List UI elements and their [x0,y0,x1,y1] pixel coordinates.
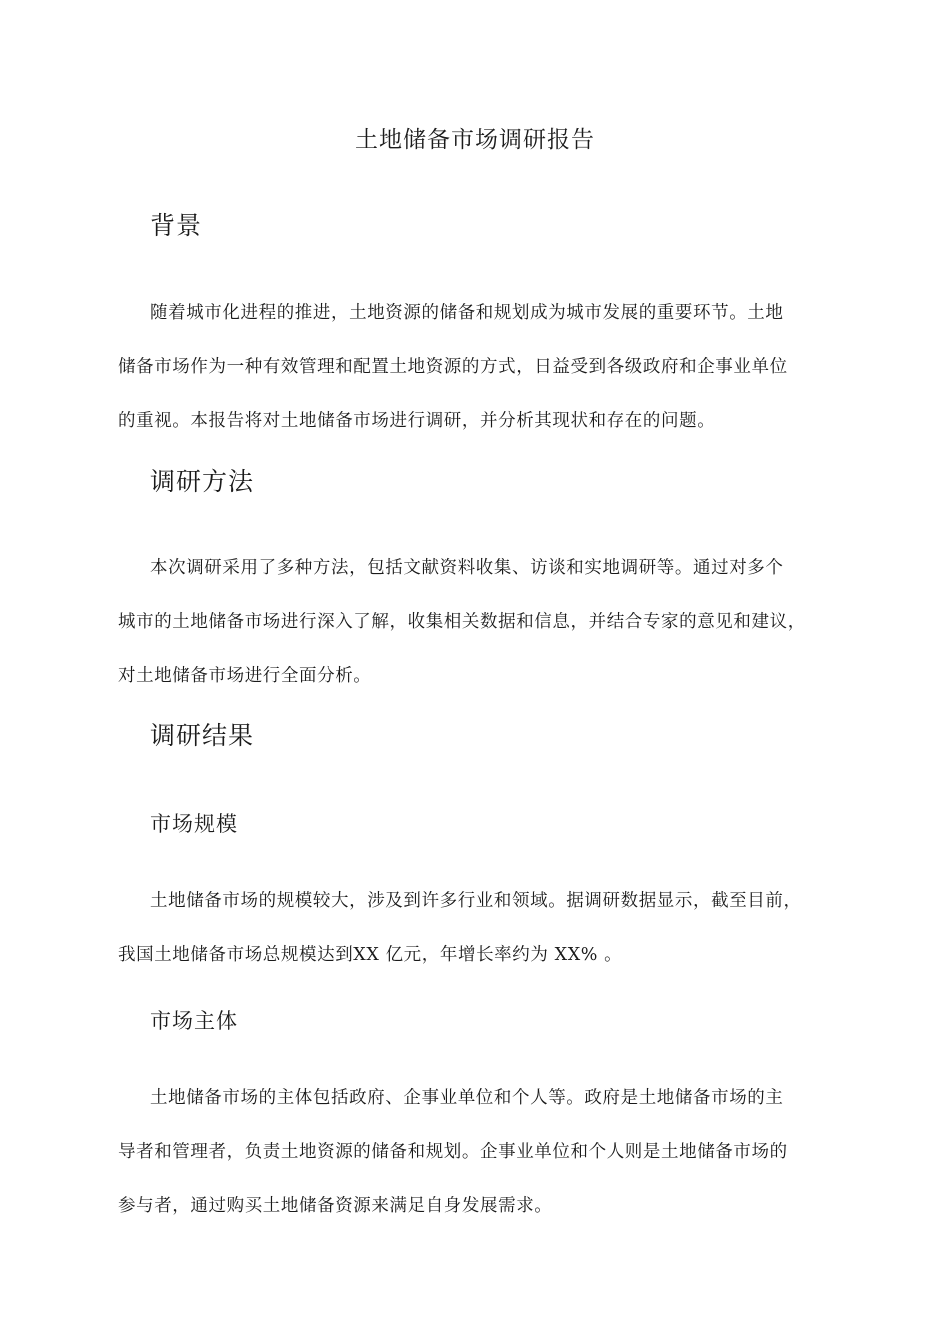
paragraph-line: 土地储备市场的规模较大，涉及到许多行业和领域。据调研数据显示，截至目前， [150,891,802,911]
paragraph-line: 导者和管理者，负责土地资源的储备和规划。企事业单位和个人则是土地储备市场的 [118,1142,788,1162]
paragraph-line: 本次调研采用了多种方法，包括文献资料收集、访谈和实地调研等。通过对多个 [150,558,784,578]
paragraph-line: 城市的土地储备市场进行深入了解，收集相关数据和信息，并结合专家的意见和建议， [118,612,806,632]
section-heading-background: 背景 [150,211,203,240]
paragraph-line: 参与者，通过购买土地储备资源来满足自身发展需求。 [118,1196,553,1216]
paragraph-line: 我国土地储备市场总规模达到XX 亿元，年增长率约为 XX% 。 [118,945,623,965]
document-title: 土地储备市场调研报告 [355,127,595,153]
subsection-heading-market-players: 市场主体 [150,1009,238,1033]
market-players-paragraph [118,1083,838,1245]
paragraph-line: 土地储备市场的主体包括政府、企事业单位和个人等。政府是土地储备市场的主 [150,1088,784,1108]
method-paragraph [118,553,838,715]
section-heading-method: 调研方法 [150,467,255,496]
paragraph-line: 随着城市化进程的推进，土地资源的储备和规划成为城市发展的重要环节。土地 [150,303,784,323]
paragraph-line: 储备市场作为一种有效管理和配置土地资源的方式，日益受到各级政府和企事业单位 [118,357,788,377]
paragraph-line: 的重视。本报告将对土地储备市场进行调研，并分析其现状和存在的问题。 [118,411,716,431]
background-paragraph [118,298,838,460]
section-heading-results: 调研结果 [150,721,255,750]
subsection-heading-market-size: 市场规模 [150,812,238,836]
market-size-paragraph [118,886,838,994]
paragraph-line: 对土地储备市场进行全面分析。 [118,666,372,686]
